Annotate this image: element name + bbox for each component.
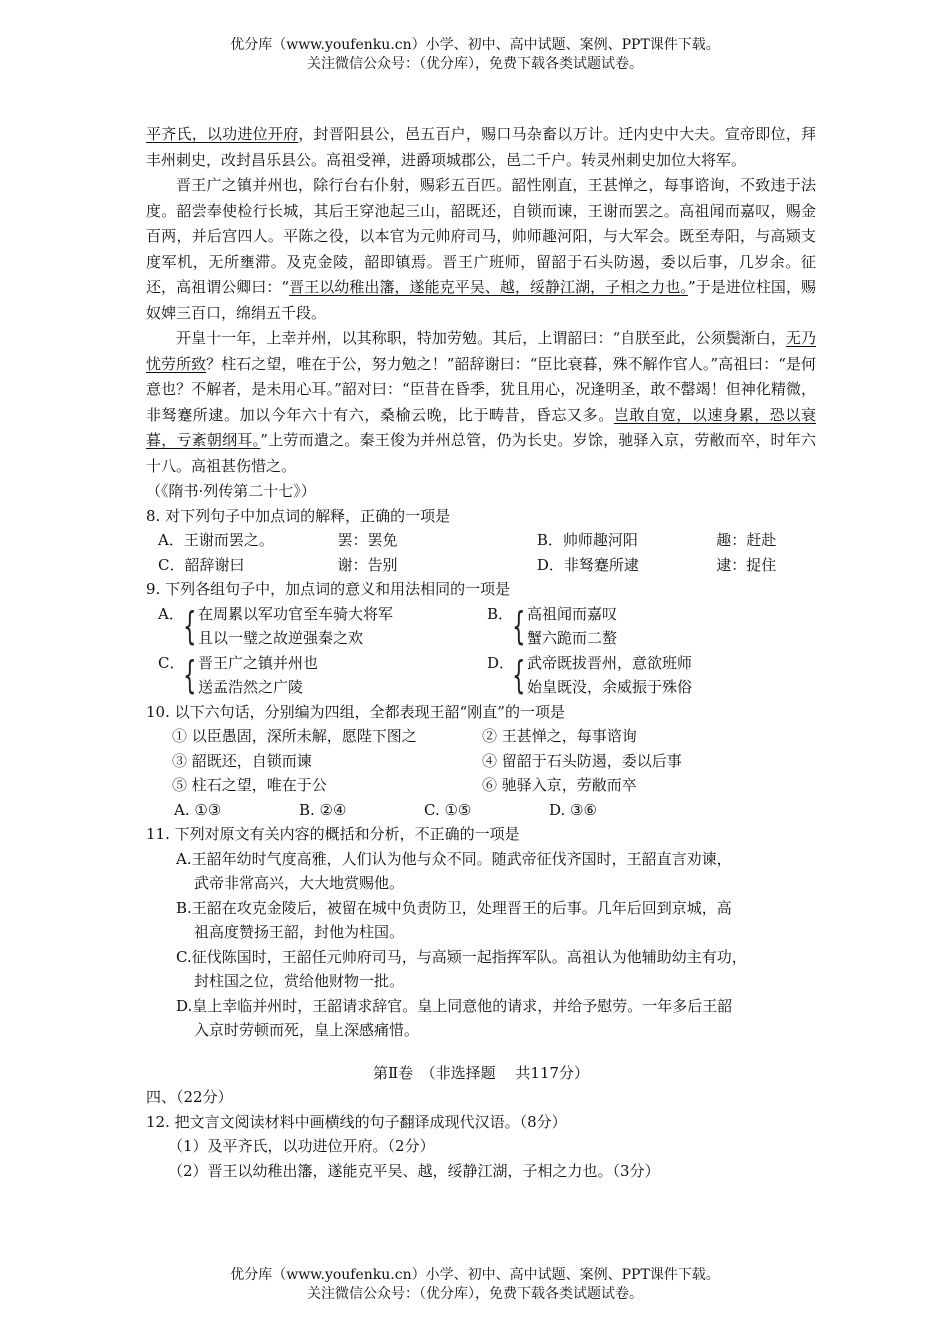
q8-option-d: D．非驽蹇所逮 [536,555,639,574]
q9-option-d [487,651,816,700]
q9-options-row-1 [146,602,816,651]
q9-option-c [158,651,487,700]
header-line-2: 关注微信公众号：（优分库），免费下载各类试题试卷。 [307,56,643,72]
q11-option-b [146,896,816,945]
page-header [0,36,950,74]
q8-option-a-explanation: 罢：罢免 [337,531,398,549]
q11-c-line-1: C.征伐陈国时，王韶任元帅府司马，与高颎一起指挥军队。高祖认为他辅助幼主有功， [176,947,747,966]
q10-option-b: B. ②④ [299,800,347,819]
q12-sub-1: （1）及平齐氏，以功进位开府。（2分） [168,1137,435,1155]
q9-c-sentence-1: 晋王广之镇并州也 [198,653,319,672]
q8-option-c: C．韶辞谢曰 [158,555,245,574]
q11-stem: 11. 下列对原文有关内容的概括和分析，不正确的一项是 [146,825,520,843]
passage-paragraph-1 [146,122,816,173]
passage-text: 开皇十一年，上幸并州，以其称职，特加劳勉。其后，上谓韶曰：“自朕至此，公须鬓渐白， [176,329,786,347]
q10-statement-6: ⑥ 驰驿入京，劳敝而卒 [482,776,637,794]
passage-text: 晋王广之镇并州也，除行台右仆射，赐彩五百匹。韶性刚直，王甚惮之，每事谘询，不致违于法度。韶尝奉使检行长城，其后王穿池起三山，韶既还，自锁而谏，王谢而罢之。高祖闻而嘉叹，赐金百两，并后宫四人。平陈之役，以本官为元帅府司马，帅师趣河阳，与大军会。既至寿阳，与高颎支度军机，无所壅滞。及克金陵，韶即镇焉。晋王广班师，留韶于石头防遏，委以后事，几岁余。征还，高祖谓公卿曰：“ [146,176,816,296]
passage-paragraph-2 [146,173,816,326]
footer-line-2: 关注微信公众号：（优分库），免费下载各类试题试卷。 [307,1286,643,1302]
q9-option-b [487,602,816,651]
q10-statement-4: ④ 留韶于石头防遏，委以后事 [482,751,682,770]
q11-a-line-2: 武帝非常高兴，大大地赏赐他。 [194,874,405,892]
header-line-1: 优分库（www.youfenku.cn）小学、初中、高中试题、案例、PPT课件下载。 [230,37,720,53]
page-footer [0,1266,950,1304]
q9-d-sentence-1: 武帝既拔晋州，意欲班师 [527,653,693,672]
q10-options [146,798,816,823]
option-label: D． [487,653,515,672]
q11-b-line-1: B.王韶在攻克金陵后，被留在城中负责防卫，处理晋王的后事。几年后回到京城，高 [176,898,732,917]
passage-text: ，封晋阳县公，邑五百户，赐口马杂畜以万计。迁内史中大夫。宣帝即位，拜丰州刺史，改封昌乐县公。高祖受禅，进爵项城郡公，邑二千户。转灵州刺史加位大将军。 [146,125,816,169]
left-brace-icon: { [512,652,526,697]
footer-line-1: 优分库（www.youfenku.cn）小学、初中、高中试题、案例、PPT课件下载。 [230,1267,720,1283]
q8-option-b-explanation: 趣：赶赴 [716,531,777,549]
left-brace-icon: { [183,603,197,648]
q8-option-c-explanation: 谢：告别 [337,555,398,574]
q10-statement-5: ⑤ 柱石之望，唯在于公 [172,776,327,794]
left-brace-icon: { [512,603,526,648]
q8-option-a: A．王谢而罢之。 [158,531,274,549]
option-label: B． [487,604,514,623]
q10-statements-row-2 [146,749,816,774]
q11-option-d [146,994,816,1043]
q9-a-sentence-2: 且以一璧之故逆强秦之欢 [198,629,364,647]
q9-stem: 9. 下列各组句子中，加点词的意义和用法相同的一项是 [146,580,511,598]
q11-option-a [146,847,816,896]
passage-text: ？柱石之望，唯在于公，努力勉之！”韶辞谢曰：“臣比衰暮，殊不解作官人。”高祖曰：“是何意也？不解者，是未用心耳。”韶对曰：“臣昔在昏季，犹且用心，况逢明圣，敢不罄竭！但神化精微，非驽蹇所逮。加以今年六十有六，桑榆云晚，比于畴昔，昏忘又多。 [146,354,816,424]
underlined-sentence-2: 晋王以幼稚出籓，遂能克平吴、越，绥静江湖，子相之力也。 [289,278,688,296]
q10-statement-3: ③ 韶既还，自锁而谏 [172,751,312,770]
q12-sub-2: （2）晋王以幼稚出籓，遂能克平吴、越，绥静江湖，子相之力也。（3分） [168,1161,660,1180]
underlined-sentence-1: 平齐氏，以功进位开府 [146,125,299,143]
q10-statements-row-1 [146,724,816,749]
q10-option-c: C. ①⑤ [424,800,472,819]
option-label: C． [158,653,185,672]
q9-options-row-2 [146,651,816,700]
q12-stem: 12. 把文言文阅读材料中画横线的句子翻译成现代汉语。（8分） [146,1112,567,1131]
q11-c-line-2: 封柱国之位，赏给他财物一批。 [194,972,405,990]
q11-b-line-2: 祖高度赞扬王韶，封他为柱国。 [194,923,405,941]
q11-a-line-1: A.王韶年幼时气度高雅，人们认为他与众不同。随武帝征伐齐国时，王韶直言劝谏， [176,849,732,868]
q9-c-sentence-2: 送孟浩然之广陵 [198,678,304,696]
passage-source: （《隋书·列传第二十七》） [146,482,316,500]
q8-options-row-1 [146,528,816,553]
left-brace-icon: { [183,652,197,697]
q10-option-a: A. ①③ [174,800,222,819]
q9-b-sentence-1: 高祖闻而嘉叹 [527,604,618,623]
passage-paragraph-3 [146,326,816,479]
q9-d-sentence-2: 始皇既没，余威振于殊俗 [527,678,693,696]
underlined-sentence-4: 岂敢自宽，以速身累，恐以衰暮，亏紊朝纲耳。 [146,405,816,449]
q8-option-d-explanation: 逮：捉住 [716,555,777,574]
q10-statement-1: ① 以臣愚固，深所未解，愿陛下图之 [172,727,417,745]
q8-stem: 8. 对下列句子中加点词的解释，正确的一项是 [146,506,451,525]
q9-option-a [158,602,487,651]
underlined-sentence-3: 无乃忧劳所致 [146,329,816,373]
section-four-heading: 四、（22分） [146,1088,233,1106]
passage-text: ”上劳而遣之。秦王俊为并州总管，仍为长史。岁馀，驰驿入京，劳敝而卒，时年六十八。高祖甚伤惜之。 [146,431,816,475]
q10-statements-row-3 [146,773,816,798]
q8-option-b: B．帅师趣河阳 [536,531,638,549]
passage-text: ”于是进位柱国，赐奴婢三百口，绵绢五千段。 [146,278,817,322]
q9-b-sentence-2: 蟹六跪而二螯 [527,629,618,647]
q9-a-sentence-1: 在周累以军功官至车骑大将军 [198,604,394,623]
option-label: A． [158,604,184,623]
q8-options-row-2 [146,553,816,578]
part2-title: 第Ⅱ卷 （非选择题 共117分） [372,1063,590,1082]
q11-option-c [146,945,816,994]
q11-d-line-2: 入京时劳顿而死，皇上深感痛惜。 [194,1021,420,1039]
q10-option-d: D. ③⑥ [549,800,597,819]
q10-stem: 10. 以下六句话，分别编为四组，全都表现王韶“刚直”的一项是 [146,702,565,721]
q11-d-line-1: D.皇上幸临并州时，王韶请求辞官。皇上同意他的请求，并给予慰劳。一年多后王韶 [176,996,733,1015]
exam-content [146,122,816,1183]
q10-statement-2: ② 王甚惮之，每事谘询 [482,727,637,745]
